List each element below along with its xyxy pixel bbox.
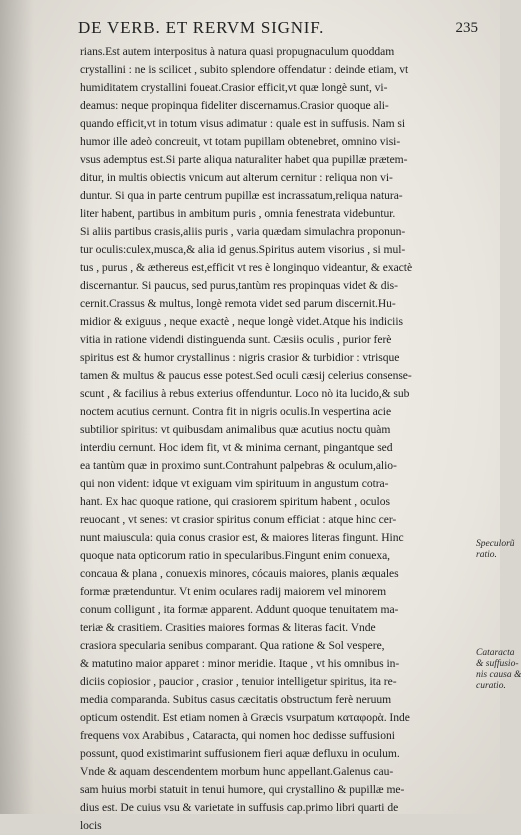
text-line: reuocant , vt senes: vt crasior spiritus conum efficiat : atque hinc cer-	[80, 513, 397, 526]
text-line: ditur, in multis obiectis vnicum aut alterum cernitur : reliqua non vi-	[80, 171, 393, 184]
text-line: opticum ostendit. Est etiam nomen à Græcis vsurpatum καταφορὰ. Inde	[80, 711, 410, 724]
running-head: DE VERB. ET RERVM SIGNIF.	[78, 18, 325, 37]
text-line: quoque nata opticorum ratio in specularibus.Fingunt enim conuexa,	[80, 549, 391, 562]
text-line: frequens vox Arabibus , Cataracta, qui nomen hoc dedisse suffusioni	[80, 729, 395, 742]
text-line: rians.Est autem interpositus à natura quasi propugnaculum quoddam	[80, 45, 395, 58]
margin-note-line: Cataracta	[476, 648, 515, 658]
margin-note-line: curatio.	[476, 681, 506, 691]
text-line: possunt, quod existimarint suffusionem fieri aquæ defluxu in oculum.	[80, 747, 400, 760]
text-line: hant. Ex hac quoque ratione, qui crasiorem spiritum habent , oculos	[80, 495, 390, 508]
text-line: media comparanda. Subitus casus cæcitatis obstructum ferè neruum	[80, 693, 392, 706]
text-line: vsus ademptus est.Si parte aliqua naturaliter habet qua pupillæ prætem-	[80, 153, 408, 166]
text-line: locis	[80, 819, 102, 832]
text-line: subtilior spiritus: vt quibusdam animalibus quæ acutius noctu quàm	[80, 423, 391, 436]
text-line: cernit.Crassus & multus, longè remota videt sed parum discernit.Hu-	[80, 297, 396, 310]
text-line: tamen & multus & paucus esse potest.Sed oculi cæsij celerius consense-	[80, 369, 412, 382]
text-line: dius est. De cuius vsu & varietate in suffusis cap.primo libri quarti de	[80, 801, 399, 814]
margin-note-line: & suffusio-	[476, 659, 519, 669]
text-line: scunt , & facilius à rebus exterius offenduntur. Loco nò ita lucido,& sub	[80, 387, 410, 400]
spine-shadow	[0, 0, 34, 814]
text-line: interdiu cernunt. Hoc idem fit, vt & minima cernant, pingantque sed	[80, 441, 393, 454]
body-text	[80, 43, 473, 832]
text-line: midior & exiguus , neque exactè , neque longè videt.Atque his indiciis	[80, 315, 403, 328]
text-line: conum colligunt , ita formæ apparent. Addunt quoque tenuitatem ma-	[80, 603, 399, 616]
text-line: formæ prætenduntur. Vt enim oculares radij maiorem vel minorem	[80, 585, 387, 598]
text-line: humor ille adeò concreuit, vt totam pupillam obtenebret, omnino visi-	[80, 135, 401, 148]
text-line: Si aliis partibus crasis,aliis puris , varia quædam simulachra proponun-	[80, 225, 406, 238]
text-line: noctem acutius cernunt. Contra fit in nigris oculis.In vespertina acie	[80, 405, 392, 418]
text-line: humiditatem crystallini foueat.Crasior efficit,vt quæ longè sunt, vi-	[80, 81, 388, 94]
text-line: spiritus est & humor crystallinus : nigris crasior & turbidior : vtrisque	[80, 351, 400, 364]
text-line: Vnde & aquam descendentem morbum hunc appellant.Galenus cau-	[80, 765, 394, 778]
margin-note-line: Speculorũ	[476, 539, 515, 549]
page-header	[78, 12, 478, 40]
text-line: qui non vident: idque vt exiguam vim spirituum in angustum cotra-	[80, 477, 389, 490]
text-line: teriæ & crasitiem. Crasities maiores formas & literas facit. Vnde	[80, 621, 376, 634]
text-line: & matutino maior apparet : minor meridie. Itaque , vt his omnibus in-	[80, 657, 400, 670]
page-number: 235	[455, 20, 478, 36]
text-line: duntur. Si qua in parte centrum pupillæ est incrassatum,reliqua natura-	[80, 189, 403, 202]
text-line: concaua & plana , conuexis minores, cócauis maiores, planis æquales	[80, 567, 399, 580]
text-line: vitia in ratione videndi distinguenda sunt. Cæsiis oculis , purior ferè	[80, 333, 392, 346]
text-line: crystallini : ne is scilicet , subito splendore offendatur : deinde etiam, vt	[80, 63, 409, 76]
text-line: tur oculis:culex,musca,& alia id genus.Spiritus autem visorius , si mul-	[80, 243, 406, 256]
text-line: liter habent, partibus in ambitum puris , omnia fenestrata videbuntur.	[80, 207, 396, 220]
text-line: quando efficit,vt in totum visus adimatur : quale est in suffusis. Nam si	[80, 117, 406, 130]
margin-note-line: nis causa &	[476, 670, 521, 680]
text-line: nunt maiuscula: quia conus crasior est, & maiores literas fingunt. Hinc	[80, 531, 404, 544]
text-line: ea tantùm quæ in proximo sunt.Contrahunt palpebras & oculum,alio-	[80, 459, 397, 472]
text-line: diciis copiosior , paucior , crasior , tenuior intelligetur spiritus, ita re-	[80, 675, 397, 688]
margin-note-cataracta	[476, 648, 521, 692]
text-line: tus , purus , & æthereus est,efficit vt res è longinquo videantur, & exactè	[80, 261, 413, 274]
margin-note-line: ratio.	[476, 550, 497, 560]
text-line: discernantur. Si paucus, sed purus,tantùm res propinquas videt & dis-	[80, 279, 398, 292]
margin-note-speculorum	[476, 539, 515, 561]
text-line: crasiora specularia senibus comparant. Qua ratione & Sol vespere,	[80, 639, 385, 652]
text-line: sam huius morbi statuit in tenui humore, qui crystallino & pupillæ me-	[80, 783, 405, 796]
text-line: deamus: neque propinqua fideliter discernamus.Crasior quoque ali-	[80, 99, 389, 112]
